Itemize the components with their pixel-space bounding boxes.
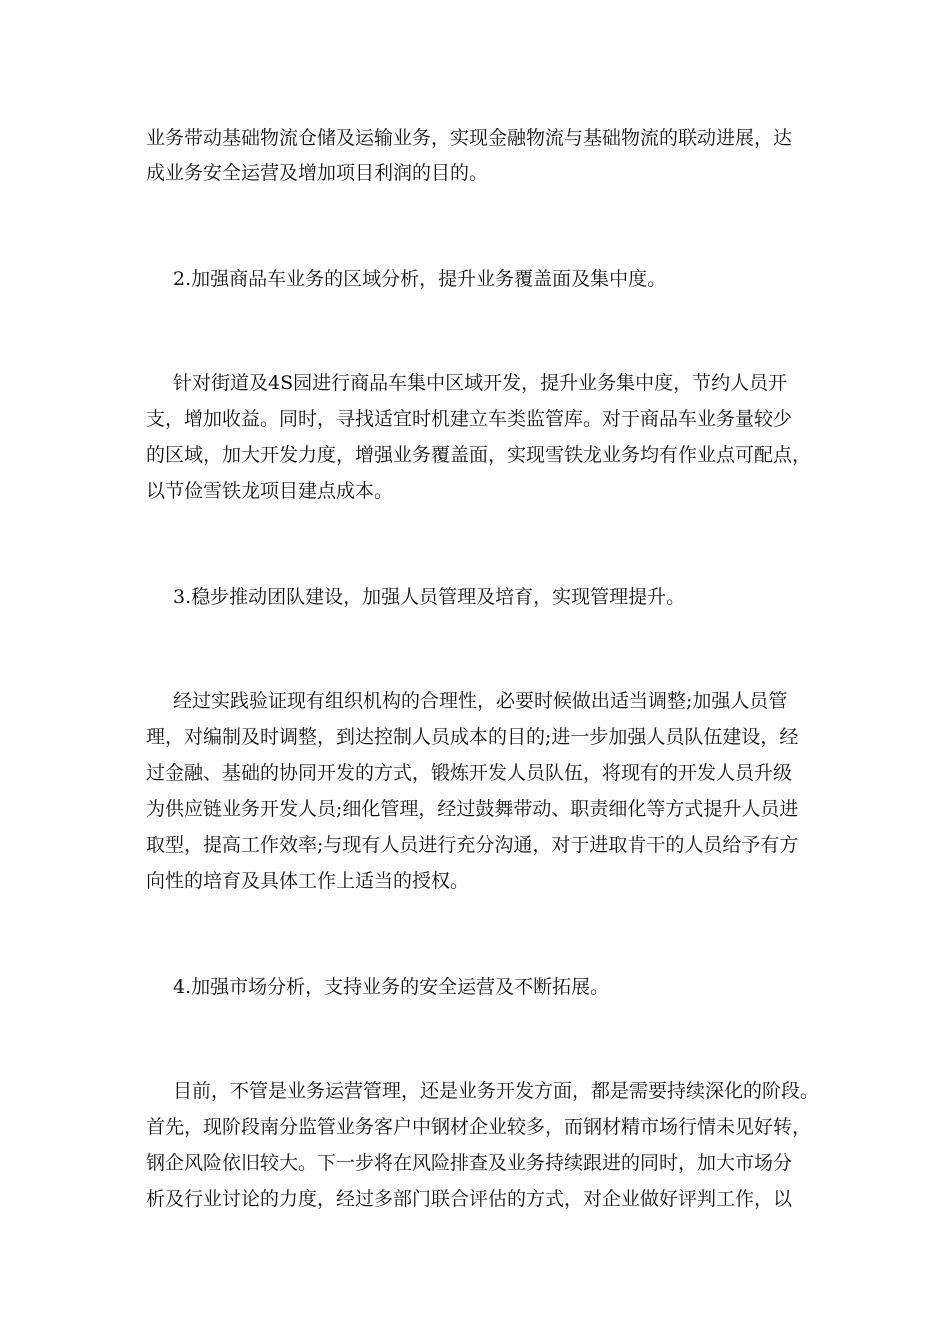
paragraph-3-line-6: 向性的培育及具体工作上适当的授权。: [146, 870, 470, 892]
paragraph-1-line-1: 业务带动基础物流仓储及运输业务，实现金融物流与基础物流的联动进展，达: [146, 127, 793, 149]
paragraph-2-line-2: 支，增加收益。同时，寻找适宜时机建立车类监管库。对于商品车业务量较少: [146, 408, 793, 430]
paragraph-3-line-4: 为供应链业务开发人员;细化管理，经过鼓舞带动、职责细化等方式提升人员进: [146, 798, 799, 820]
paragraph-4-line-4: 析及行业讨论的力度，经过多部门联合评估的方式，对企业做好评判工作，以: [146, 1188, 793, 1210]
heading-2: 2.加强商品车业务的区域分析，提升业务覆盖面及集中度。: [173, 268, 667, 290]
paragraph-4-line-3: 钢企风险依旧较大。下一步将在风险排查及业务持续跟进的同时，加大市场分: [146, 1152, 793, 1174]
paragraph-4-line-2: 首先，现阶段南分监管业务客户中钢材企业较多，而钢材精市场行情未见好转，: [146, 1116, 812, 1138]
paragraph-2-line-3: 的区域，加大开发力度，增强业务覆盖面，实现雪铁龙业务均有作业点可配点，: [146, 444, 812, 466]
paragraph-3-line-3: 过金融、基础的协同开发的方式，锻炼开发人员队伍，将现有的开发人员升级: [146, 762, 793, 784]
paragraph-3-line-5: 取型，提高工作效率;与现有人员进行充分沟通，对于进取肯干的人员给予有方: [146, 834, 799, 856]
paragraph-2-line-1: 针对街道及4S园进行商品车集中区域开发，提升业务集中度，节约人员开: [173, 372, 788, 394]
paragraph-2-line-4: 以节俭雪铁龙项目建点成本。: [146, 480, 394, 502]
heading-4: 4.加强市场分析，支持业务的安全运营及不断拓展。: [173, 976, 610, 998]
heading-3: 3.稳步推动团队建设，加强人员管理及培育，实现管理提升。: [173, 586, 686, 608]
paragraph-3-line-1: 经过实践验证现有组织机构的合理性，必要时候做出适当调整;加强人员管: [173, 690, 788, 712]
paragraph-1-line-2: 成业务安全运营及增加项目利润的目的。: [146, 162, 489, 184]
paragraph-3-line-2: 理，对编制及时调整，到达控制人员成本的目的;进一步加强人员队伍建设，经: [146, 726, 799, 748]
paragraph-4-line-1: 目前，不管是业务运营管理，还是业务开发方面，都是需要持续深化的阶段。: [173, 1080, 820, 1102]
